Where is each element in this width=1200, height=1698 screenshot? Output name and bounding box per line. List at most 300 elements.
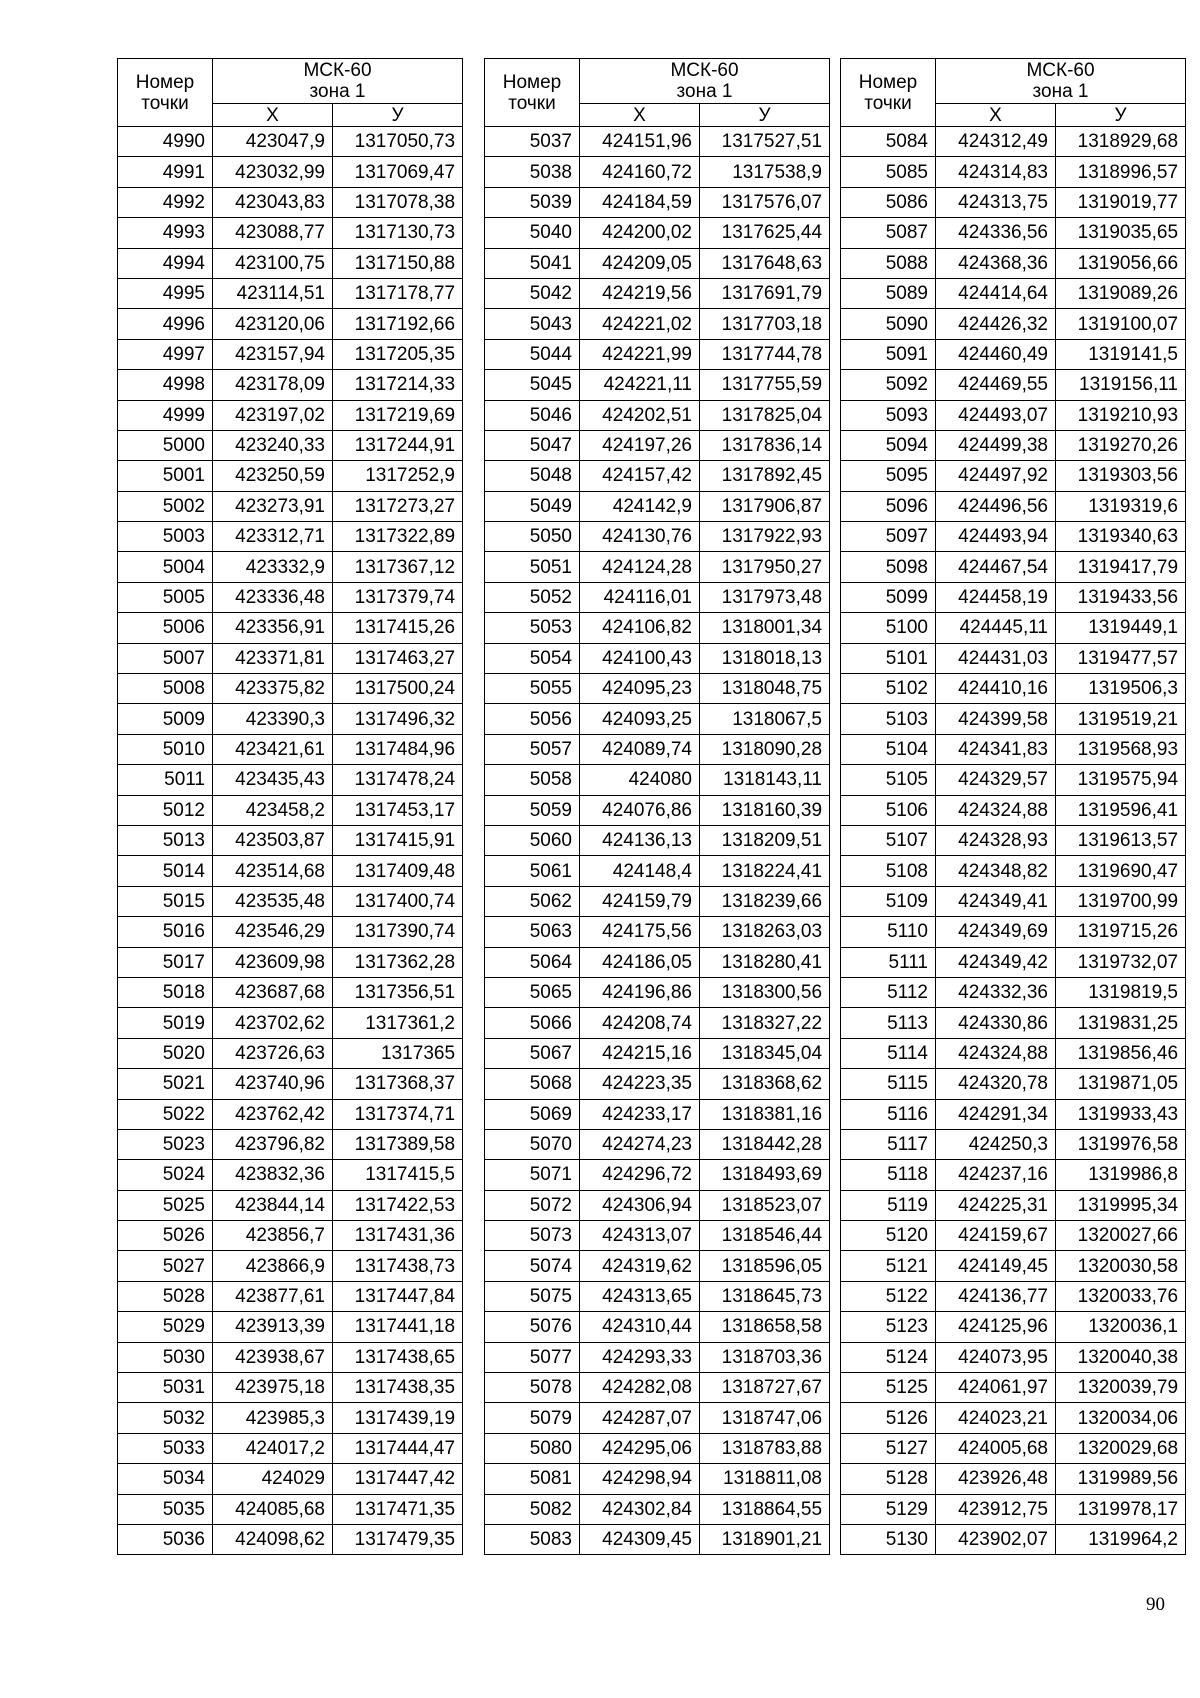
point-number-cell: 5054 [485, 643, 580, 673]
point-number-cell: 5063 [485, 917, 580, 947]
table-row [485, 1190, 830, 1220]
y-coordinate-cell: 1319568,93 [1056, 734, 1186, 764]
point-number-cell: 5005 [118, 582, 213, 612]
point-number-cell: 5096 [841, 491, 936, 521]
y-coordinate-cell: 1318703,36 [700, 1342, 830, 1372]
point-number-cell: 5001 [118, 461, 213, 491]
y-coordinate-cell: 1317389,58 [333, 1129, 463, 1159]
table-row [841, 522, 1186, 552]
x-coordinate-cell: 423273,91 [213, 491, 333, 521]
table-row [841, 1221, 1186, 1251]
x-coordinate-cell: 423371,81 [213, 643, 333, 673]
table-row [485, 947, 830, 977]
point-number-cell: 5075 [485, 1281, 580, 1311]
point-number-cell: 5006 [118, 613, 213, 643]
table-row [485, 1099, 830, 1129]
y-coordinate-cell: 1319964,2 [1056, 1524, 1186, 1554]
point-number-cell: 5088 [841, 248, 936, 278]
point-number-cell: 5047 [485, 430, 580, 460]
point-number-cell: 5084 [841, 127, 936, 157]
table-row [841, 825, 1186, 855]
point-number-cell: 5051 [485, 552, 580, 582]
x-coordinate-cell: 424085,68 [213, 1494, 333, 1524]
y-coordinate-cell: 1319056,66 [1056, 248, 1186, 278]
x-coordinate-cell: 424017,2 [213, 1433, 333, 1463]
point-number-cell: 5113 [841, 1008, 936, 1038]
table-row [118, 1008, 463, 1038]
point-number-cell: 4999 [118, 400, 213, 430]
x-coordinate-cell: 423609,98 [213, 947, 333, 977]
x-coordinate-cell: 424426,32 [936, 309, 1056, 339]
y-coordinate-cell: 1319831,25 [1056, 1008, 1186, 1038]
table-row [485, 1524, 830, 1554]
point-number-cell: 5057 [485, 734, 580, 764]
y-coordinate-cell: 1319019,77 [1056, 187, 1186, 217]
y-coordinate-cell: 1317192,66 [333, 309, 463, 339]
table-row [118, 1099, 463, 1129]
table-row [841, 157, 1186, 187]
y-coordinate-cell: 1320029,68 [1056, 1433, 1186, 1463]
y-coordinate-cell: 1317438,65 [333, 1342, 463, 1372]
x-coordinate-cell: 424336,56 [936, 218, 1056, 248]
table-row [118, 917, 463, 947]
point-number-cell: 4992 [118, 187, 213, 217]
x-coordinate-cell: 424136,77 [936, 1281, 1056, 1311]
coords-table-1 [117, 58, 463, 1555]
y-coordinate-cell: 1318209,51 [700, 825, 830, 855]
point-number-cell: 5022 [118, 1099, 213, 1129]
x-coordinate-cell: 424291,34 [936, 1099, 1056, 1129]
point-number-cell: 5108 [841, 856, 936, 886]
point-number-cell: 5100 [841, 613, 936, 643]
table-row [485, 1342, 830, 1372]
table-row [485, 1221, 830, 1251]
table-row [485, 1464, 830, 1494]
x-coordinate-cell: 424061,97 [936, 1373, 1056, 1403]
coordinate-system-header [580, 59, 830, 104]
y-coordinate-cell: 1317205,35 [333, 339, 463, 369]
x-coordinate-cell: 424313,75 [936, 187, 1056, 217]
x-coordinate-cell: 424089,74 [580, 734, 700, 764]
x-coordinate-cell: 424237,16 [936, 1160, 1056, 1190]
y-coordinate-cell: 1319856,46 [1056, 1038, 1186, 1068]
point-number-cell: 5042 [485, 278, 580, 308]
y-coordinate-cell: 1319089,26 [1056, 278, 1186, 308]
x-coordinate-cell: 424274,23 [580, 1129, 700, 1159]
coordinate-system-name: МСК-60 [1026, 60, 1095, 81]
y-coordinate-cell: 1318280,41 [700, 947, 830, 977]
table-row [485, 491, 830, 521]
x-coordinate-cell: 423332,9 [213, 552, 333, 582]
y-coordinate-cell: 1317478,24 [333, 765, 463, 795]
y-coordinate-cell: 1319613,57 [1056, 825, 1186, 855]
point-number-cell: 4996 [118, 309, 213, 339]
y-coordinate-cell: 1318368,62 [700, 1069, 830, 1099]
x-coordinate-cell: 424469,55 [936, 370, 1056, 400]
x-coordinate-cell: 423114,51 [213, 278, 333, 308]
table-row [118, 1464, 463, 1494]
table-row [118, 886, 463, 916]
table-row [118, 461, 463, 491]
x-coordinate-cell: 424196,86 [580, 977, 700, 1007]
y-coordinate-cell: 1317365 [333, 1038, 463, 1068]
x-coordinate-cell: 424202,51 [580, 400, 700, 430]
table-row [841, 1008, 1186, 1038]
x-coordinate-cell: 424005,68 [936, 1433, 1056, 1463]
point-number-cell: 5101 [841, 643, 936, 673]
point-number-cell: 5046 [485, 400, 580, 430]
y-coordinate-cell: 1317950,27 [700, 552, 830, 582]
table-row [485, 1373, 830, 1403]
point-number-cell: 5034 [118, 1464, 213, 1494]
point-number-header: Номер точки [118, 59, 213, 127]
y-coordinate-cell: 1317500,24 [333, 674, 463, 704]
x-coordinate-cell: 424023,21 [936, 1403, 1056, 1433]
point-number-cell: 5028 [118, 1281, 213, 1311]
table-row [841, 1251, 1186, 1281]
table-row [118, 278, 463, 308]
table-row [118, 1281, 463, 1311]
point-number-cell: 5069 [485, 1099, 580, 1129]
y-coordinate-cell: 1318929,68 [1056, 127, 1186, 157]
point-number-cell: 5064 [485, 947, 580, 977]
point-number-cell: 5052 [485, 582, 580, 612]
point-number-cell: 5112 [841, 977, 936, 1007]
point-number-cell: 5061 [485, 856, 580, 886]
y-coordinate-cell: 1317496,32 [333, 704, 463, 734]
x-coordinate-cell: 424414,64 [936, 278, 1056, 308]
point-number-cell: 5008 [118, 674, 213, 704]
point-number-cell: 5040 [485, 218, 580, 248]
y-coordinate-cell: 1317453,17 [333, 795, 463, 825]
x-coordinate-cell: 424159,79 [580, 886, 700, 916]
y-coordinate-cell: 1317415,26 [333, 613, 463, 643]
point-number-cell: 4990 [118, 127, 213, 157]
x-coordinate-cell: 423832,36 [213, 1160, 333, 1190]
point-number-cell: 5019 [118, 1008, 213, 1038]
table-row [485, 1008, 830, 1038]
y-coordinate-cell: 1319933,43 [1056, 1099, 1186, 1129]
x-coordinate-cell: 424197,26 [580, 430, 700, 460]
point-number-cell: 5025 [118, 1190, 213, 1220]
point-number-cell: 5045 [485, 370, 580, 400]
table-row [485, 1281, 830, 1311]
y-coordinate-cell: 1317078,38 [333, 187, 463, 217]
point-number-cell: 5092 [841, 370, 936, 400]
table-row [841, 1433, 1186, 1463]
y-coordinate-cell: 1319989,56 [1056, 1464, 1186, 1494]
y-coordinate-cell: 1319732,07 [1056, 947, 1186, 977]
point-number-cell: 5107 [841, 825, 936, 855]
table-row [485, 218, 830, 248]
table-row [841, 309, 1186, 339]
table-row [485, 127, 830, 157]
x-coordinate-cell: 424200,02 [580, 218, 700, 248]
point-number-cell: 5102 [841, 674, 936, 704]
x-coordinate-cell: 424349,69 [936, 917, 1056, 947]
y-coordinate-cell: 1318864,55 [700, 1494, 830, 1524]
y-coordinate-cell: 1317484,96 [333, 734, 463, 764]
y-coordinate-cell: 1317527,51 [700, 127, 830, 157]
table-row [118, 1494, 463, 1524]
x-coordinate-cell: 424399,58 [936, 704, 1056, 734]
table-row [841, 917, 1186, 947]
y-coordinate-cell: 1317368,37 [333, 1069, 463, 1099]
y-coordinate-cell: 1318327,22 [700, 1008, 830, 1038]
table-row [841, 552, 1186, 582]
table-row [841, 1494, 1186, 1524]
coords-table-2 [484, 58, 830, 1555]
y-coordinate-cell: 1318263,03 [700, 917, 830, 947]
y-coordinate-cell: 1319506,3 [1056, 674, 1186, 704]
x-coordinate-cell: 424295,06 [580, 1433, 700, 1463]
x-coordinate-cell: 424184,59 [580, 187, 700, 217]
x-column-header: X [580, 104, 700, 127]
point-number-cell: 5104 [841, 734, 936, 764]
point-number-cell: 5073 [485, 1221, 580, 1251]
table-row [485, 1433, 830, 1463]
point-number-cell: 5081 [485, 1464, 580, 1494]
table-row [118, 339, 463, 369]
point-number-cell: 4998 [118, 370, 213, 400]
point-number-cell: 5117 [841, 1129, 936, 1159]
point-number-cell: 5030 [118, 1342, 213, 1372]
table-row [118, 157, 463, 187]
point-number-cell: 5116 [841, 1099, 936, 1129]
x-coordinate-cell: 424330,86 [936, 1008, 1056, 1038]
y-coordinate-cell: 1318018,13 [700, 643, 830, 673]
y-coordinate-cell: 1317463,27 [333, 643, 463, 673]
y-coordinate-cell: 1319340,63 [1056, 522, 1186, 552]
table-row [118, 947, 463, 977]
table-row [118, 309, 463, 339]
y-coordinate-cell: 1319303,56 [1056, 461, 1186, 491]
x-coordinate-cell: 424233,17 [580, 1099, 700, 1129]
point-number-cell: 5015 [118, 886, 213, 916]
point-number-cell: 5029 [118, 1312, 213, 1342]
point-number-cell: 5089 [841, 278, 936, 308]
y-column-header: У [1056, 104, 1186, 127]
x-coordinate-cell: 423356,91 [213, 613, 333, 643]
x-coordinate-cell: 423375,82 [213, 674, 333, 704]
x-coordinate-cell: 424319,62 [580, 1251, 700, 1281]
table-row [118, 370, 463, 400]
table-row [841, 1373, 1186, 1403]
y-coordinate-cell: 1318901,21 [700, 1524, 830, 1554]
x-coordinate-cell: 423240,33 [213, 430, 333, 460]
table-row [485, 339, 830, 369]
y-coordinate-cell: 1319417,79 [1056, 552, 1186, 582]
y-coordinate-cell: 1318747,06 [700, 1403, 830, 1433]
point-number-cell: 5121 [841, 1251, 936, 1281]
point-number-cell: 5095 [841, 461, 936, 491]
point-number-cell: 5098 [841, 552, 936, 582]
y-coordinate-cell: 1319449,1 [1056, 613, 1186, 643]
point-number-cell: 5018 [118, 977, 213, 1007]
y-coordinate-cell: 1318067,5 [700, 704, 830, 734]
point-number-cell: 5110 [841, 917, 936, 947]
table-row [118, 977, 463, 1007]
x-coordinate-cell: 424142,9 [580, 491, 700, 521]
point-number-cell: 5003 [118, 522, 213, 552]
y-coordinate-cell: 1317691,79 [700, 278, 830, 308]
table-row [485, 1160, 830, 1190]
coordinate-system-name: МСК-60 [303, 60, 372, 81]
y-column-header: У [333, 104, 463, 127]
table-row [841, 886, 1186, 916]
table-row [485, 734, 830, 764]
point-number-cell: 5048 [485, 461, 580, 491]
y-coordinate-cell: 1317273,27 [333, 491, 463, 521]
x-coordinate-cell: 424136,13 [580, 825, 700, 855]
x-coordinate-cell: 424076,86 [580, 795, 700, 825]
y-coordinate-cell: 1317755,59 [700, 370, 830, 400]
y-coordinate-cell: 1318300,56 [700, 977, 830, 1007]
table-row [841, 1403, 1186, 1433]
table-row [485, 552, 830, 582]
x-coordinate-cell: 423514,68 [213, 856, 333, 886]
y-coordinate-cell: 1319433,56 [1056, 582, 1186, 612]
x-coordinate-cell: 424349,42 [936, 947, 1056, 977]
point-number-cell: 5039 [485, 187, 580, 217]
table-row [485, 704, 830, 734]
y-coordinate-cell: 1318783,88 [700, 1433, 830, 1463]
y-coordinate-cell: 1317444,47 [333, 1433, 463, 1463]
y-coordinate-cell: 1318493,69 [700, 1160, 830, 1190]
x-coordinate-cell: 423740,96 [213, 1069, 333, 1099]
y-coordinate-cell: 1319141,5 [1056, 339, 1186, 369]
point-number-cell: 5041 [485, 248, 580, 278]
table-row [118, 1160, 463, 1190]
point-number-cell: 5012 [118, 795, 213, 825]
y-coordinate-cell: 1318442,28 [700, 1129, 830, 1159]
x-coordinate-cell: 424306,94 [580, 1190, 700, 1220]
x-coordinate-cell: 423312,71 [213, 522, 333, 552]
x-coordinate-cell: 424157,42 [580, 461, 700, 491]
y-coordinate-cell: 1317322,89 [333, 522, 463, 552]
point-number-cell: 5078 [485, 1373, 580, 1403]
y-coordinate-cell: 1317400,74 [333, 886, 463, 916]
x-coordinate-cell: 423546,29 [213, 917, 333, 947]
y-coordinate-cell: 1318596,05 [700, 1251, 830, 1281]
point-number-cell: 5055 [485, 674, 580, 704]
y-coordinate-cell: 1317439,19 [333, 1403, 463, 1433]
x-coordinate-cell: 424095,23 [580, 674, 700, 704]
table-row [485, 278, 830, 308]
x-coordinate-cell: 424175,56 [580, 917, 700, 947]
point-number-cell: 5023 [118, 1129, 213, 1159]
y-coordinate-cell: 1317069,47 [333, 157, 463, 187]
table-row [841, 430, 1186, 460]
point-number-header: Номер точки [485, 59, 580, 127]
y-coordinate-cell: 1319156,11 [1056, 370, 1186, 400]
x-coordinate-cell: 424445,11 [936, 613, 1056, 643]
y-coordinate-cell: 1318345,04 [700, 1038, 830, 1068]
y-coordinate-cell: 1318143,11 [700, 765, 830, 795]
point-number-cell: 5013 [118, 825, 213, 855]
y-coordinate-cell: 1317367,12 [333, 552, 463, 582]
y-coordinate-cell: 1319519,21 [1056, 704, 1186, 734]
table-row [841, 856, 1186, 886]
y-coordinate-cell: 1317214,33 [333, 370, 463, 400]
x-coordinate-cell: 424499,38 [936, 430, 1056, 460]
x-coordinate-cell: 423100,75 [213, 248, 333, 278]
x-coordinate-cell: 424313,65 [580, 1281, 700, 1311]
y-coordinate-cell: 1318523,07 [700, 1190, 830, 1220]
y-coordinate-cell: 1317906,87 [700, 491, 830, 521]
y-coordinate-cell: 1317648,63 [700, 248, 830, 278]
x-coordinate-cell: 424410,16 [936, 674, 1056, 704]
point-number-cell: 5021 [118, 1069, 213, 1099]
table-row [118, 643, 463, 673]
x-coordinate-cell: 423762,42 [213, 1099, 333, 1129]
table-row [485, 430, 830, 460]
x-coordinate-cell: 423421,61 [213, 734, 333, 764]
x-coordinate-cell: 424160,72 [580, 157, 700, 187]
x-coordinate-cell: 424073,95 [936, 1342, 1056, 1372]
y-coordinate-cell: 1317447,84 [333, 1281, 463, 1311]
coordinate-system-name: МСК-60 [670, 60, 739, 81]
x-coordinate-cell: 423926,48 [936, 1464, 1056, 1494]
y-coordinate-cell: 1317538,9 [700, 157, 830, 187]
y-coordinate-cell: 1317356,51 [333, 977, 463, 1007]
table-row [841, 127, 1186, 157]
table-row [118, 400, 463, 430]
table-row [841, 1464, 1186, 1494]
point-number-cell: 5129 [841, 1494, 936, 1524]
x-coordinate-cell: 424296,72 [580, 1160, 700, 1190]
y-coordinate-cell: 1319715,26 [1056, 917, 1186, 947]
point-number-cell: 5080 [485, 1433, 580, 1463]
x-coordinate-cell: 424080 [580, 765, 700, 795]
x-coordinate-cell: 424467,54 [936, 552, 1056, 582]
point-number-header: Номер точки [841, 59, 936, 127]
table-row [485, 765, 830, 795]
point-number-cell: 5026 [118, 1221, 213, 1251]
y-coordinate-cell: 1317415,5 [333, 1160, 463, 1190]
table-row [118, 552, 463, 582]
point-number-cell: 5106 [841, 795, 936, 825]
table-row [841, 674, 1186, 704]
y-coordinate-cell: 1317374,71 [333, 1099, 463, 1129]
table-row [485, 674, 830, 704]
table-row [485, 309, 830, 339]
x-coordinate-cell: 423336,48 [213, 582, 333, 612]
y-coordinate-cell: 1317050,73 [333, 127, 463, 157]
table-row [841, 400, 1186, 430]
y-coordinate-cell: 1317379,74 [333, 582, 463, 612]
x-coordinate-cell: 424221,11 [580, 370, 700, 400]
x-coordinate-cell: 423390,3 [213, 704, 333, 734]
x-coordinate-cell: 424332,36 [936, 977, 1056, 1007]
x-coordinate-cell: 424493,94 [936, 522, 1056, 552]
table-row [118, 248, 463, 278]
table-row [118, 1190, 463, 1220]
point-number-cell: 5076 [485, 1312, 580, 1342]
y-coordinate-cell: 1320033,76 [1056, 1281, 1186, 1311]
x-coordinate-cell: 423435,43 [213, 765, 333, 795]
x-coordinate-cell: 424221,02 [580, 309, 700, 339]
y-coordinate-cell: 1317150,88 [333, 248, 463, 278]
table-row [841, 339, 1186, 369]
point-number-cell: 5060 [485, 825, 580, 855]
x-coordinate-cell: 423047,9 [213, 127, 333, 157]
table-row [485, 461, 830, 491]
point-number-cell: 5037 [485, 127, 580, 157]
table-row [485, 157, 830, 187]
y-coordinate-cell: 1319690,47 [1056, 856, 1186, 886]
point-number-cell: 5027 [118, 1251, 213, 1281]
